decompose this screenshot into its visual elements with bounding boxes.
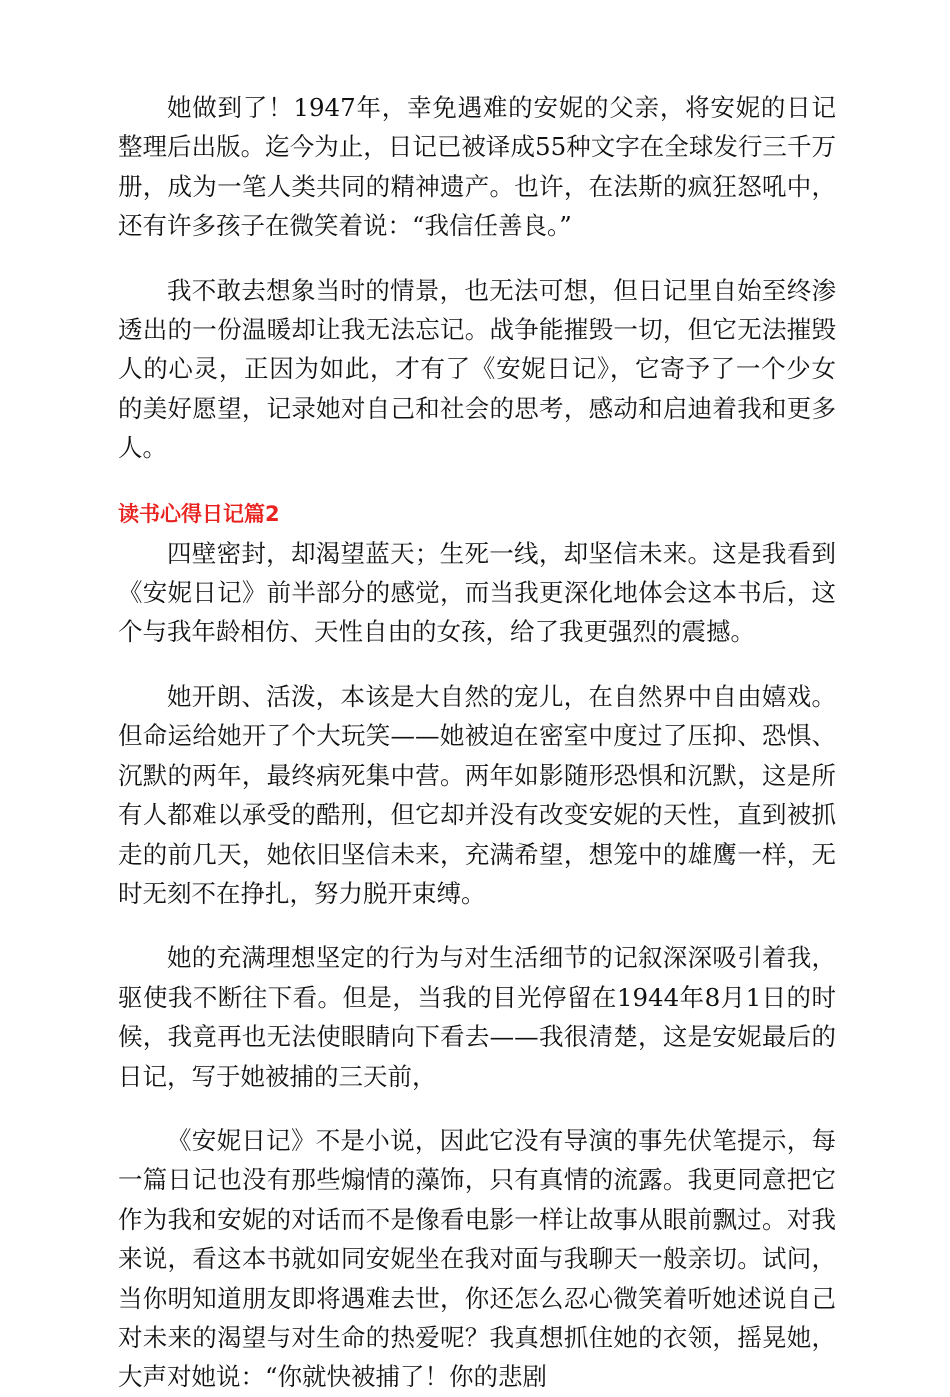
paragraph-gap <box>118 468 836 493</box>
paragraph: 她做到了！1947年，幸免遇难的安妮的父亲，将安妮的日记整理后出版。迄今为止，日记已被译成55种文字在全球发行三千万册，成为一笔人类共同的精神遗产。也许，在法斯的疯狂怒吼中，还有许多孩子在微笑着说：“我信任善良。” <box>118 93 836 241</box>
paragraph: 她的充满理想坚定的行为与对生活细节的记叙深深吸引着我，驱使我不断往下看。但是，当我的目光停留在1944年8月1日的时候，我竟再也无法使眼睛向下看去——我很清楚，这是安妮最后的日记，写于她被捕的三天前， <box>118 943 836 1091</box>
paragraph-gap <box>118 652 836 677</box>
paragraph: 四壁密封，却渴望蓝天；生死一线，却坚信未来。这是我看到《安妮日记》前半部分的感觉，而当我更深化地体会这本书后，这个与我年龄相仿、天性自由的女孩，给了我更强烈的震撼。 <box>118 538 836 647</box>
document-page <box>118 88 836 1397</box>
paragraph: 她开朗、活泼，本该是大自然的宠儿，在自然界中自由嬉戏。但命运给她开了个大玩笑——她被迫在密室中度过了压抑、恐惧、沉默的两年，最终病死集中营。两年如影随形恐惧和沉默，这是所有人都难以承受的酷刑，但它却并没有改变安妮的天性，直到被抓走的前几天，她依旧坚信未来，充满希望，想笼中的雄鹰一样，无时无刻不在挣扎，努力脱开束缚。 <box>118 681 836 908</box>
paragraph-gap <box>118 1096 836 1121</box>
paragraph-gap <box>118 913 836 938</box>
paragraph-gap <box>118 246 836 271</box>
paragraph: 《安妮日记》不是小说，因此它没有导演的事先伏笔提示，每一篇日记也没有那些煽情的藻饰，只有真情的流露。我更同意把它作为我和安妮的对话而不是像看电影一样让故事从眼前飘过。对我来说，看这本书就如同安妮坐在我对面与我聊天一般亲切。试问，当你明知道朋友即将遇难去世，你还怎么忍心微笑着听她述说自己对未来的渴望与对生命的热爱呢？我真想抓住她的衣领，摇晃她，大声对她说：“你就快被捕了！你的悲剧 <box>118 1125 836 1392</box>
paragraph: 我不敢去想象当时的情景，也无法可想，但日记里自始至终渗透出的一份温暖却让我无法忘记。战争能摧毁一切，但它无法摧毁人的心灵，正因为如此，才有了《安妮日记》，它寄予了一个少女的美好愿望，记录她对自己和社会的思考，感动和启迪着我和更多人。 <box>118 275 836 463</box>
section-heading: 读书心得日记篇2 <box>118 501 280 526</box>
